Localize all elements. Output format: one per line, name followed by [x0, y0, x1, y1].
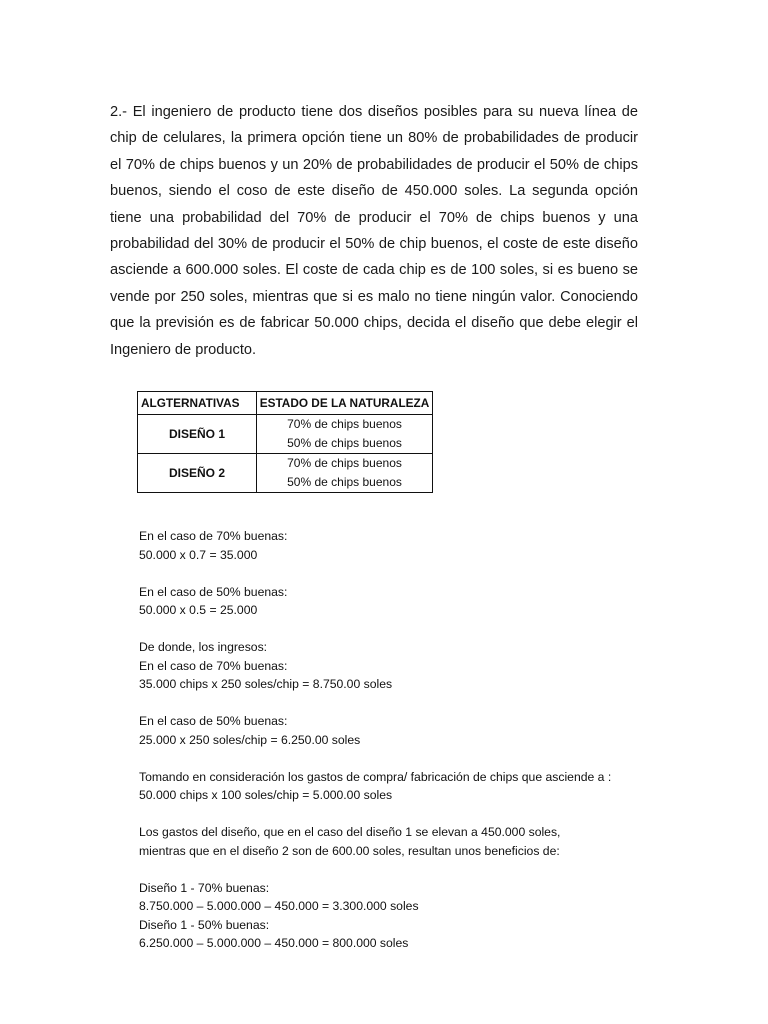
text-line: De donde, los ingresos: — [139, 640, 268, 654]
alternatives-table — [137, 391, 433, 493]
text-line: Los gastos del diseño, que en el caso del diseño 1 se elevan a 450.000 soles, — [139, 825, 561, 839]
states-design-1 — [257, 415, 433, 454]
state-cell: 70% de chips buenos — [287, 417, 402, 431]
text-line: En el caso de 70% buenas: — [139, 658, 288, 673]
text-line: 50.000 x 0.5 = 25.000 — [139, 603, 258, 617]
text-line: 8.750.000 – 5.000.000 – 450.000 = 3.300.000 soles — [139, 899, 419, 913]
paragraph-income-70 — [139, 638, 739, 694]
text-line: Tomando en consideración los gastos de compra/ fabricación de chips que asciende a : — [139, 769, 612, 784]
paragraph-case-50 — [139, 583, 739, 620]
table-row — [138, 415, 433, 454]
text-line: En el caso de 70% buenas: — [139, 529, 288, 543]
text-line: mientras que en el diseño 2 son de 600.00 soles, resultan unos beneficios de: — [139, 843, 560, 858]
state-cell: 50% de chips buenos — [287, 475, 402, 489]
text-line: En el caso de 50% buenas: — [139, 584, 288, 599]
paragraph-design-costs — [139, 823, 739, 860]
header-alternatives: ALGTERNATIVAS — [138, 392, 257, 415]
text-line: 25.000 x 250 soles/chip = 6.250.00 soles — [139, 732, 361, 747]
text-line: 50.000 x 0.7 = 35.000 — [139, 547, 258, 562]
header-state-of-nature: ESTADO DE LA NATURALEZA — [257, 392, 433, 415]
text-line: 35.000 chips x 250 soles/chip = 8.750.00 soles — [139, 677, 393, 691]
paragraph-benefits — [139, 879, 739, 953]
paragraph-case-70 — [139, 527, 739, 564]
paragraph-costs — [139, 768, 739, 805]
text-line: En el caso de 50% buenas: — [139, 714, 288, 728]
text-line: Diseño 1 - 70% buenas: — [139, 880, 270, 895]
state-cell: 50% de chips buenos — [287, 436, 402, 450]
alternative-design-2: DISEÑO 2 — [138, 454, 257, 493]
text-line: Diseño 1 - 50% buenas: — [139, 917, 270, 932]
paragraph-income-50 — [139, 712, 739, 749]
state-cell: 70% de chips buenos — [287, 456, 402, 470]
text-line: 50.000 chips x 100 soles/chip = 5.000.00 soles — [139, 788, 393, 802]
solution-work — [139, 527, 739, 953]
alternative-design-1: DISEÑO 1 — [138, 415, 257, 454]
table-header-row — [138, 392, 433, 415]
table-row — [138, 454, 433, 493]
problem-statement: 2.- El ingeniero de producto tiene dos diseños posibles para su nueva línea de chip de celulares, la primera opción tiene un 80% de probabilidades de producir el 70% de chips buenos y un 20% de probabilidades de producir el 50% de chips buenos, siendo el coso de este diseño de 450.000 soles. La segunda opción tiene una probabilidad del 70% de producir el 70% de chips buenos y una probabilidad del 30% de producir el 50% de chip buenos, el coste de este diseño asciende a 600.000 soles. El coste de cada chip es de 100 soles, si es bueno se vende por 250 soles, mientras que si es malo no tiene ningún valor. Conociendo que la previsión es de fabricar 50.000 chips, decida el diseño que debe elegir el Ingeniero de producto. — [110, 104, 638, 358]
states-design-2 — [257, 454, 433, 493]
text-line: 6.250.000 – 5.000.000 – 450.000 = 800.000 soles — [139, 936, 409, 950]
